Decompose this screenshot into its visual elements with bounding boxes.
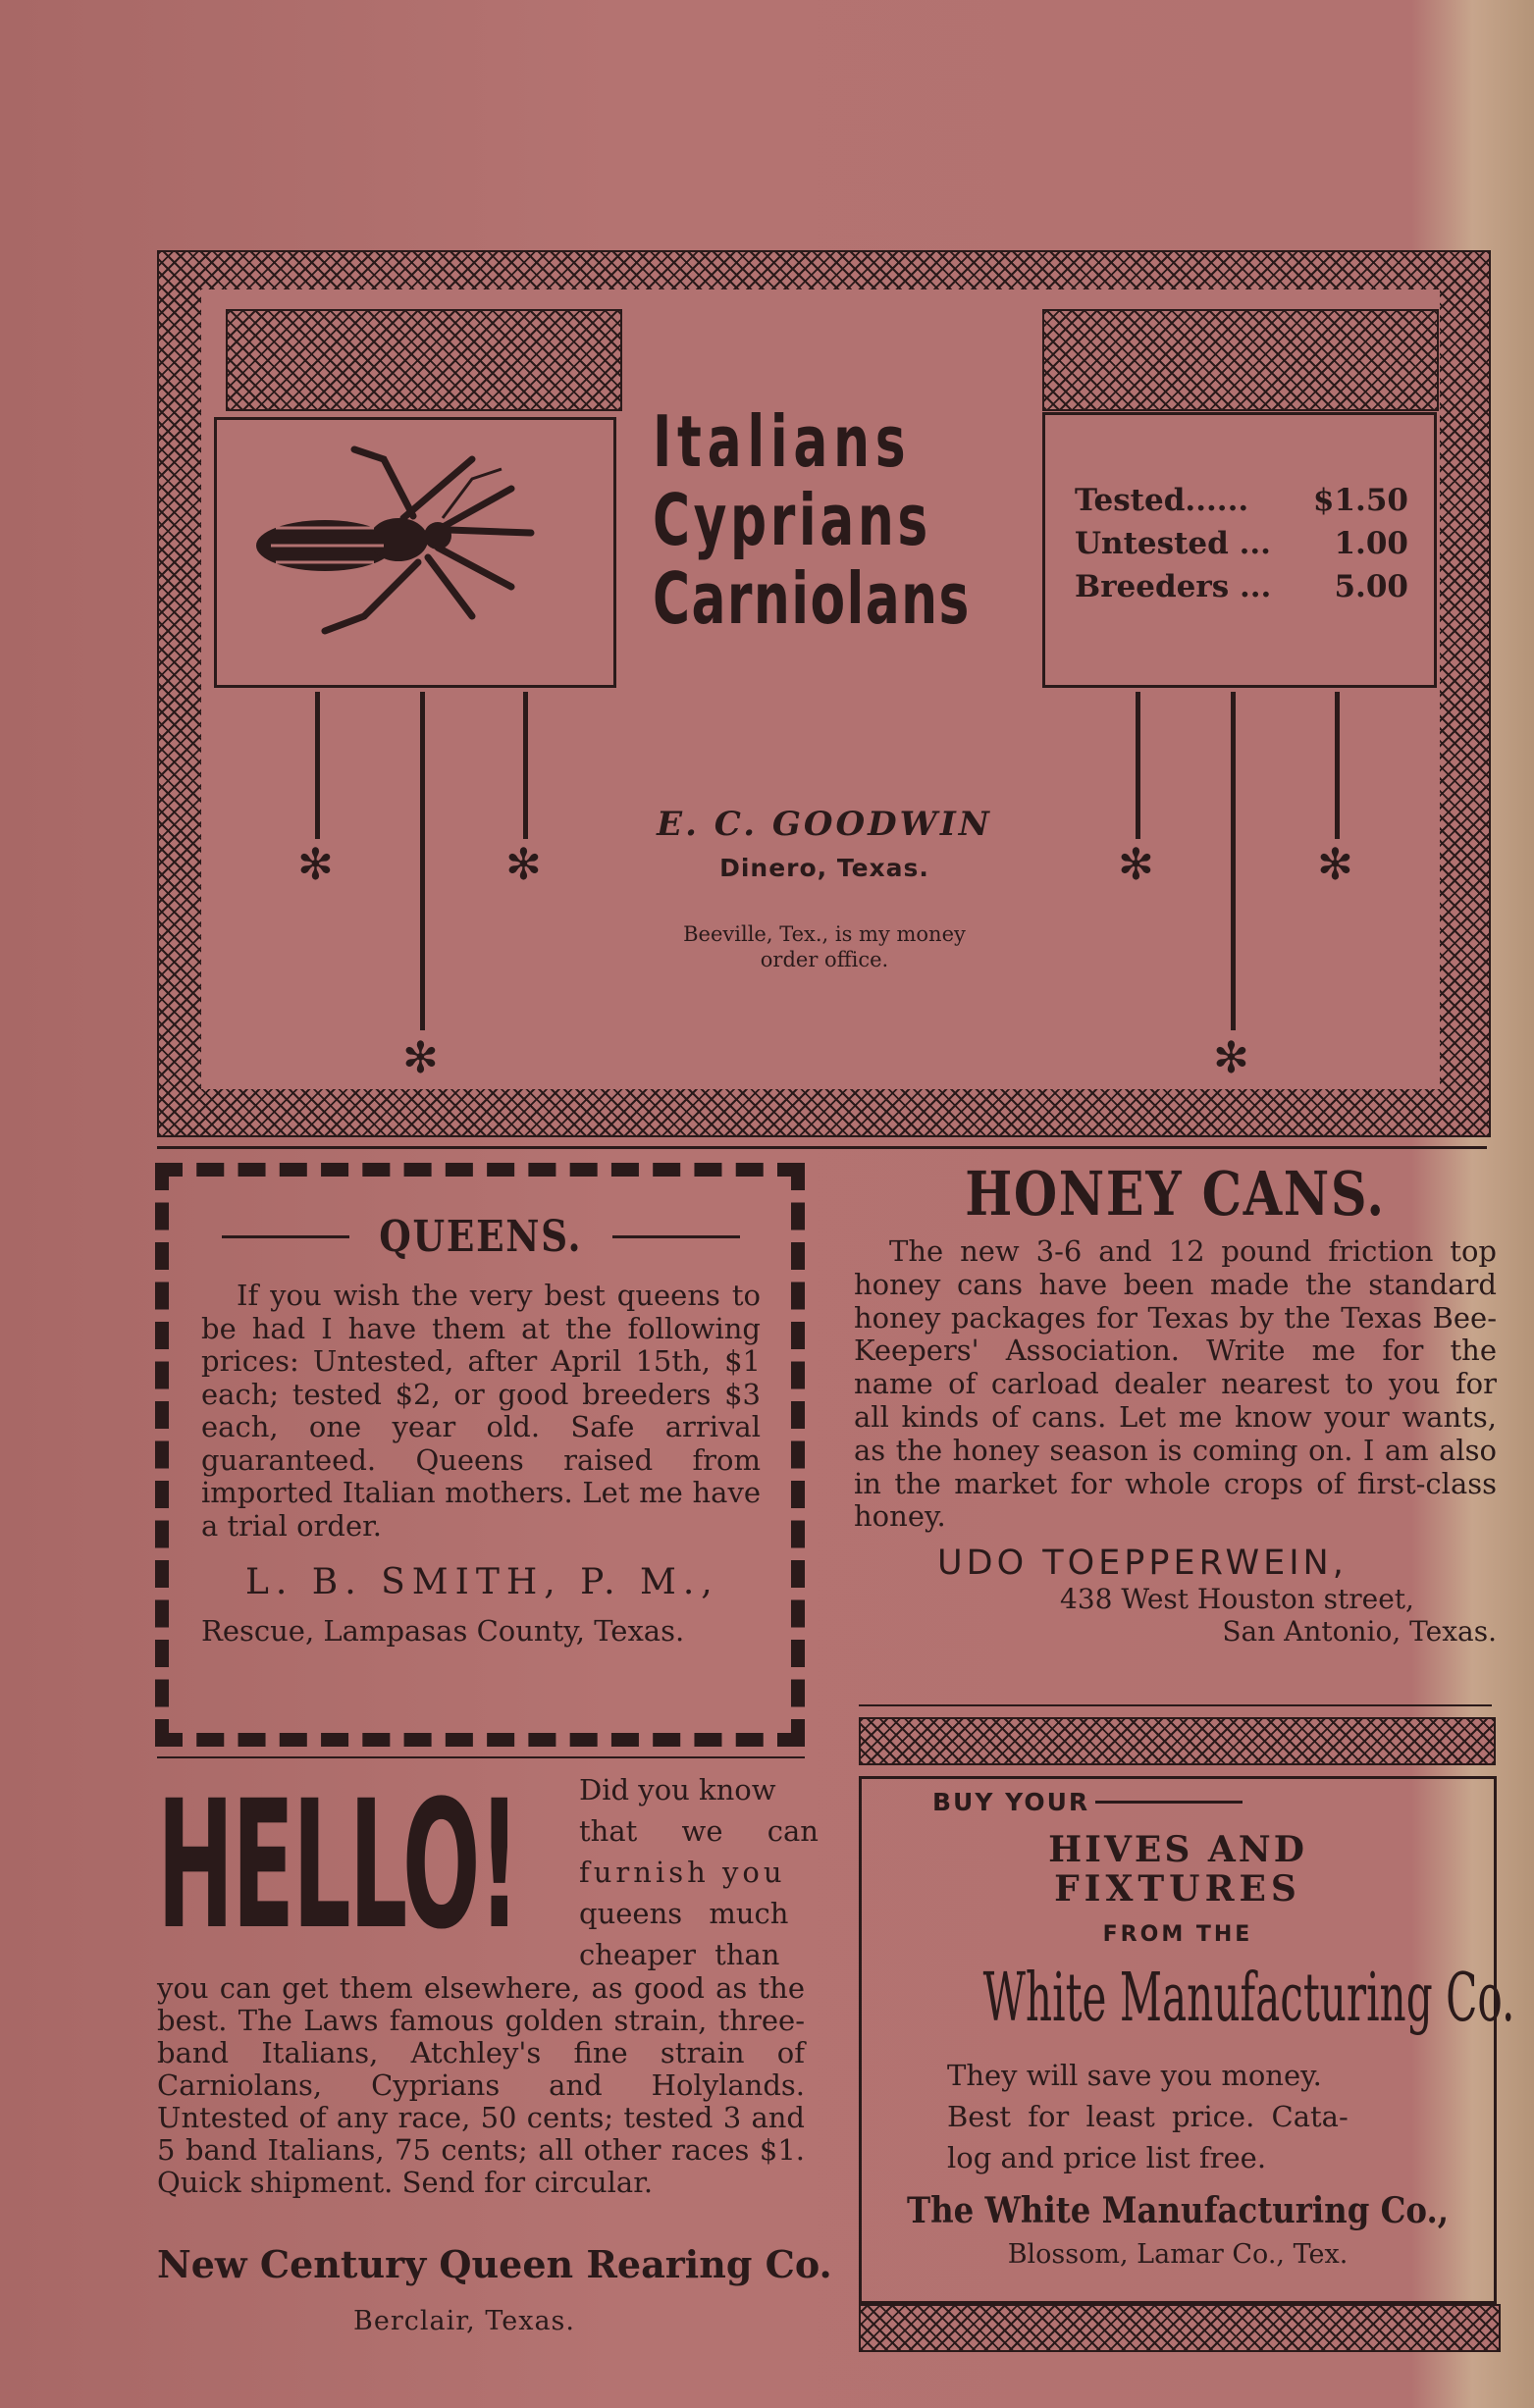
price-row-tested (1075, 479, 1408, 522)
white-ad-top-strip (859, 1717, 1496, 1765)
price-leader: ...... (1185, 483, 1249, 518)
section-divider (157, 1146, 1487, 1149)
price-value: $1.50 (1312, 483, 1408, 518)
white-body-2: Best for least price. Cata- (947, 2100, 1349, 2133)
honey-title: HONEY CANS. (965, 1158, 1386, 1230)
price-leader: ... (1239, 526, 1271, 561)
goodwin-block (608, 805, 1040, 972)
white-headline-2: FIXTURES (1054, 1868, 1301, 1910)
price-value: 5.00 (1334, 569, 1408, 604)
advertiser-name: E. C. GOODWIN (657, 805, 992, 844)
white-ad-bottom-strip (859, 2304, 1501, 2352)
honey-ad (854, 1158, 1497, 1648)
from-the: FROM THE (1102, 1922, 1253, 1947)
white-body-3: log and price list free. (947, 2141, 1267, 2174)
white-company-script: White Manufacturing Co. (982, 1960, 1515, 2037)
price-label: Untested (1075, 526, 1229, 561)
price-label: Breeders (1075, 569, 1230, 604)
buy-your-row (864, 1788, 1492, 1816)
advertiser-location: Dinero, Texas. (719, 854, 929, 882)
honey-street: 438 West Houston street, (1060, 1583, 1414, 1616)
rod (523, 692, 528, 839)
white-location: Blossom, Lamar Co., Tex. (1007, 2239, 1349, 2270)
honey-advertiser: UDO TOEPPERWEIN, (937, 1544, 1348, 1584)
honey-body: The new 3-6 and 12 pound friction top honey cans have been made the standard honey packages for Texas by the Texas Bee-Keepers' Association. Write me for the name of carload dealer nearest to you for all kinds of cans. Let me know your wants, as the honey season is coming on. I am also in the market for whole crops of first-class honey. (854, 1234, 1497, 1534)
section-divider (157, 1756, 805, 1758)
price-row-breeders (1075, 565, 1408, 608)
ornament-icon: ✻ (297, 840, 334, 890)
ornament-icon: ✻ (402, 1033, 439, 1083)
ornament-icon: ✻ (505, 840, 542, 890)
white-ad (864, 1788, 1515, 2270)
side-line: queens much (579, 1897, 789, 1930)
queens-address: Rescue, Lampasas County, Texas. (201, 1614, 685, 1648)
ornament-icon: ✻ (1317, 840, 1353, 890)
money-order-note-1: Beeville, Tex., is my money (683, 922, 966, 946)
queens-title: QUEENS. (379, 1212, 583, 1262)
bee-image-frame (214, 417, 616, 688)
hello-location: Berclair, Texas. (353, 2306, 575, 2336)
rod (1335, 692, 1340, 839)
buy-your-rule (1095, 1801, 1243, 1804)
hello-company: New Century Queen Rearing Co. (157, 2242, 832, 2286)
rod (1231, 692, 1236, 1030)
side-line: Did you know (579, 1773, 776, 1806)
price-box (1042, 412, 1437, 688)
queens-body: If you wish the very best queens to be had I have them at the following prices: Untested, after April 15th, $1 each; tested $2, or good breeders $3 each, one year old. Safe arrival guaranteed. Queens raised from imported Italian mothers. Let me have a trial order. (201, 1279, 761, 1543)
price-label: Tested (1075, 483, 1186, 518)
ornament-icon: ✻ (1213, 1033, 1249, 1083)
buy-your: BUY YOUR (932, 1788, 1090, 1816)
bee-icon (217, 420, 613, 685)
left-header-strip (226, 309, 622, 411)
honey-divider (859, 1704, 1492, 1706)
white-headline-1: HIVES AND (1048, 1829, 1307, 1870)
rod (315, 692, 320, 839)
hello-body: you can get them elsewhere, as good as the best. The Laws famous golden strain, three-band Italians, Atchley's fine strain of Carniolans, Cyprians and Holylands. Untested of any race, 50 cents; tested 3 and 5 band Italians, 75 cents; all other races $1. Quick shipment. Send for circular. (157, 1971, 805, 2199)
title-rule (612, 1235, 740, 1238)
right-header-strip (1042, 309, 1439, 411)
queens-ad (201, 1212, 761, 1648)
queens-advertiser: L. B. SMITH, P. M., (245, 1562, 719, 1602)
price-row-untested (1075, 522, 1408, 565)
rod (420, 692, 425, 1030)
breed-italians: Italians (653, 400, 912, 483)
hello-headline: HELLO! (157, 1763, 519, 1968)
honey-city: San Antonio, Texas. (1222, 1615, 1497, 1649)
price-leader: ... (1239, 569, 1272, 604)
white-company: The White Manufacturing Co., (906, 2190, 1450, 2231)
breed-carniolans: Carniolans (653, 557, 971, 640)
ornament-icon: ✻ (1118, 840, 1154, 890)
price-list (1075, 479, 1408, 608)
side-line: furnish you (579, 1856, 786, 1889)
queens-title-row (201, 1212, 761, 1262)
money-order-note-2: order office. (760, 948, 889, 971)
side-line: that we can (579, 1814, 819, 1848)
title-rule (222, 1235, 349, 1238)
breeds-list (653, 402, 1026, 638)
breed-cyprians: Cyprians (653, 479, 931, 561)
white-body-1: They will save you money. (947, 2059, 1322, 2092)
rod (1136, 692, 1140, 839)
price-value: 1.00 (1334, 526, 1408, 561)
side-line: cheaper than (579, 1938, 780, 1971)
